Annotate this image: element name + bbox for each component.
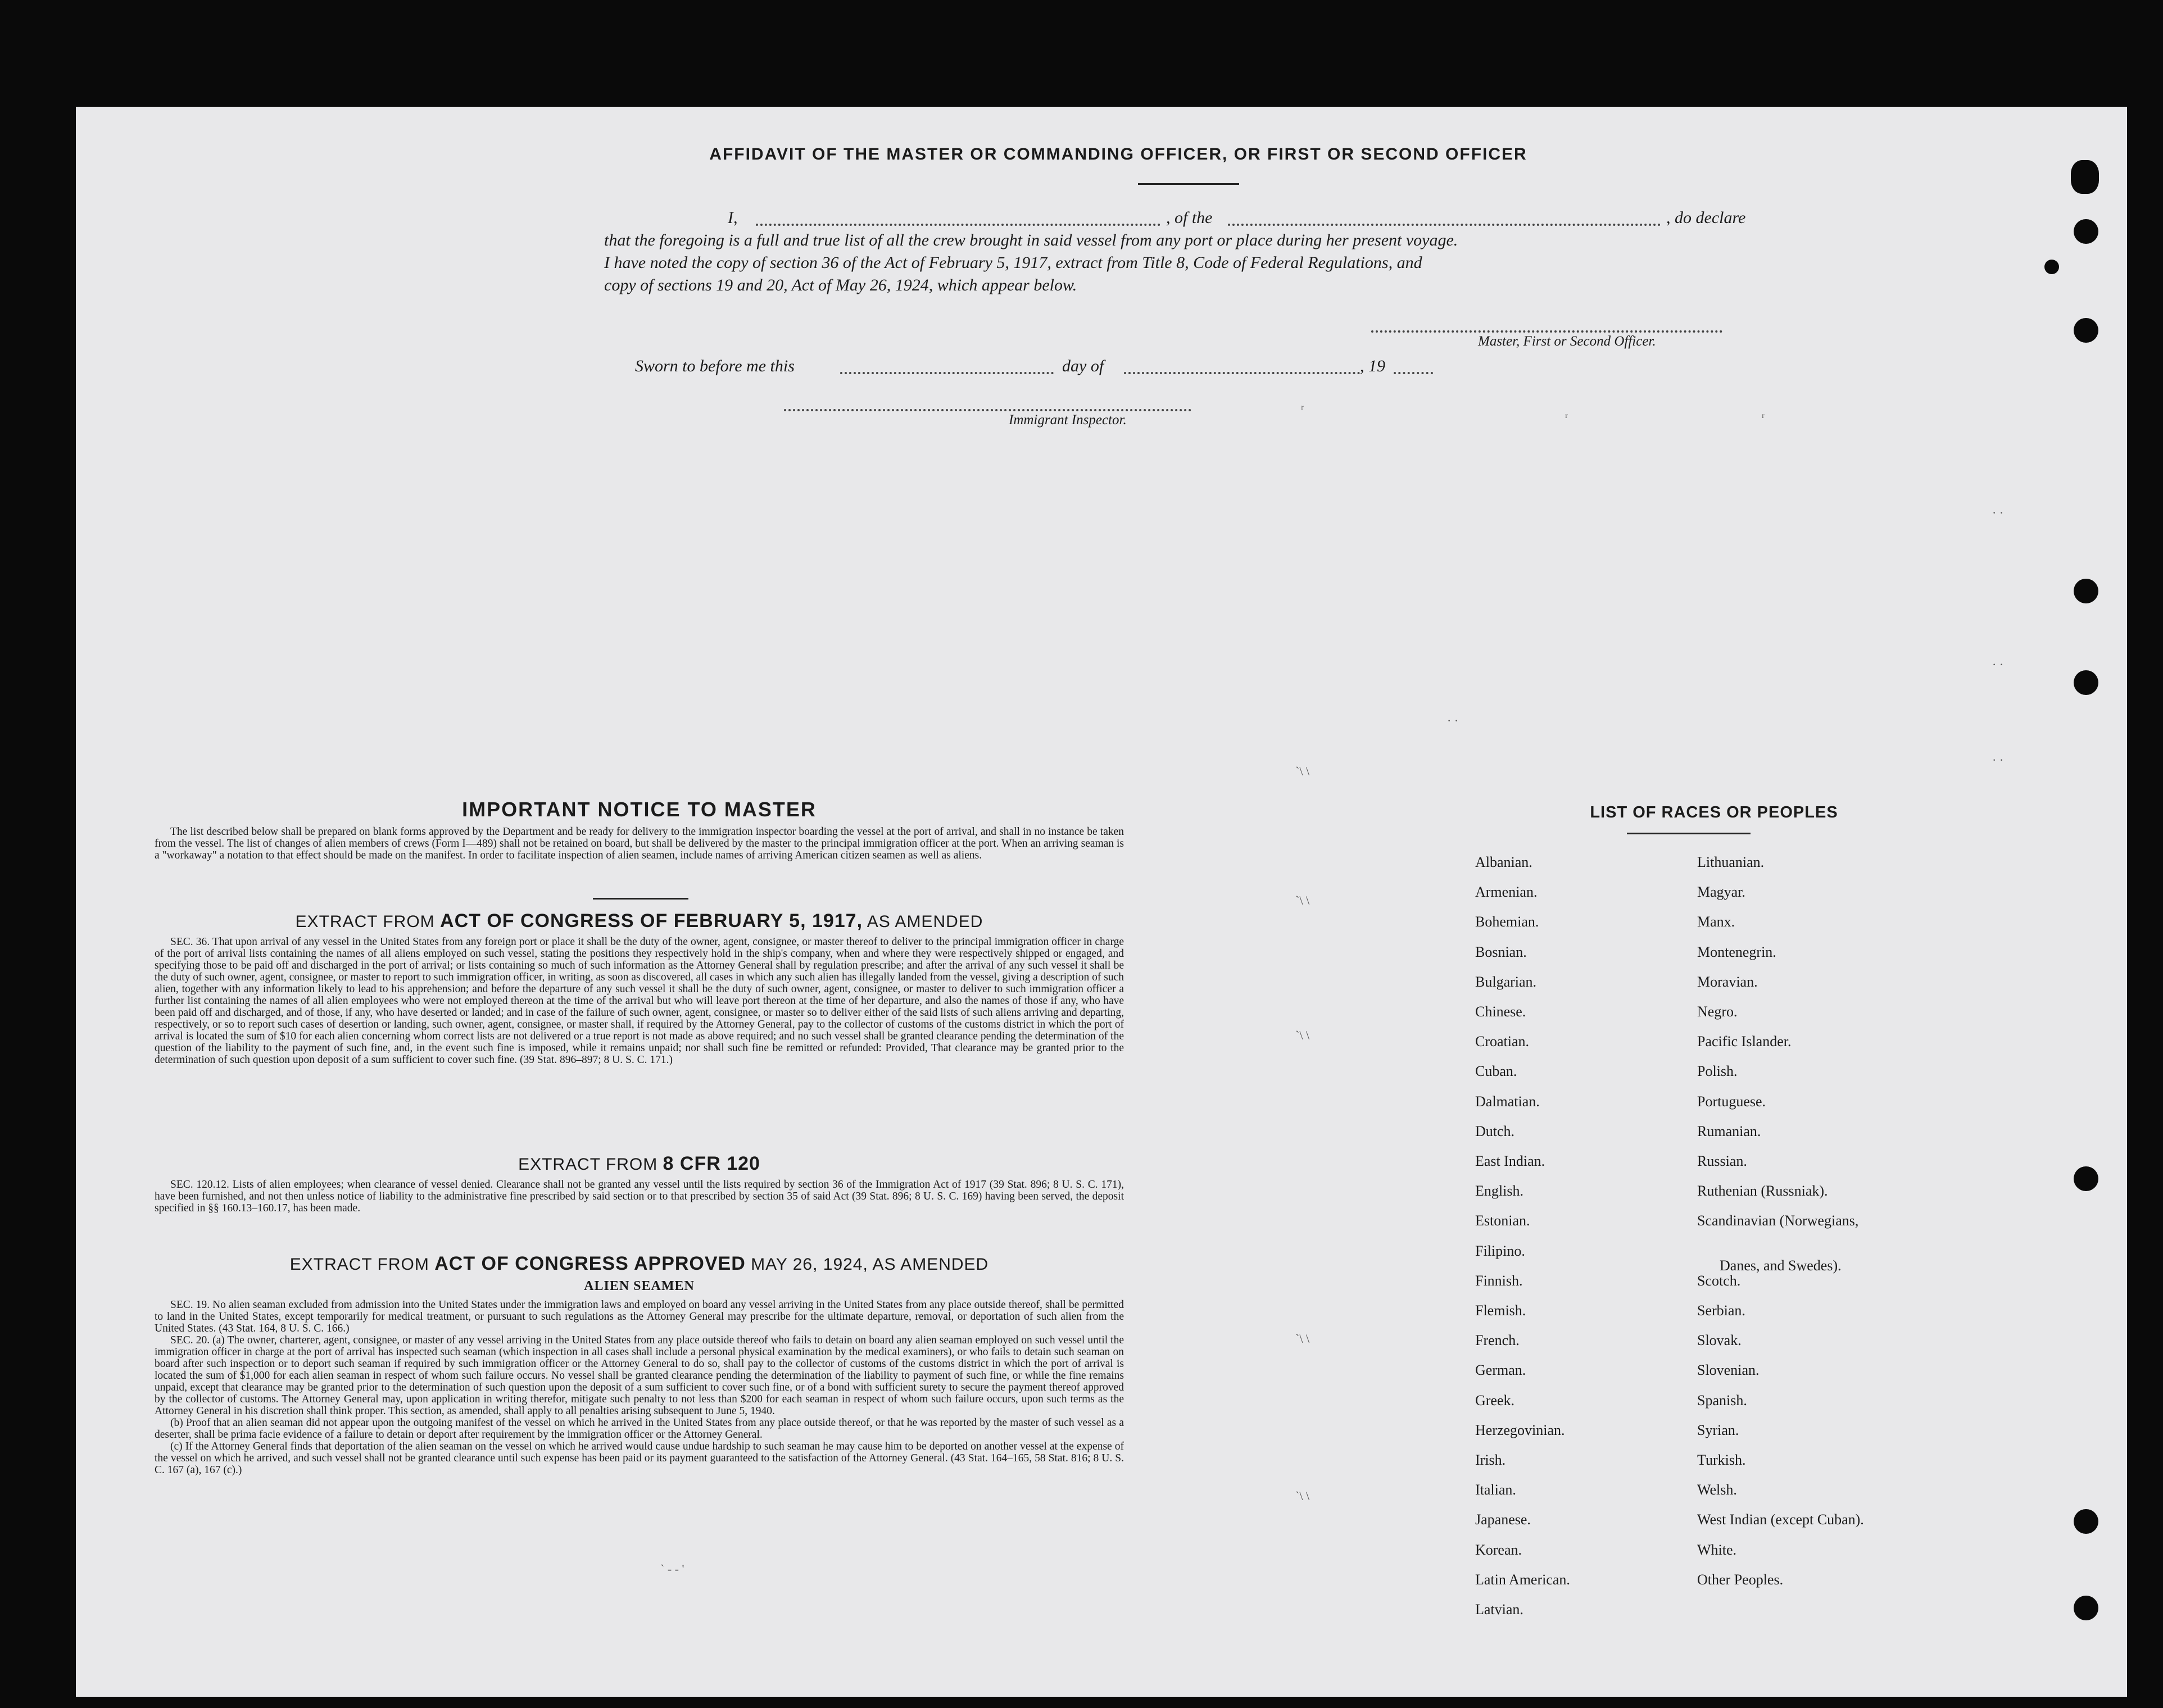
race-item: Japanese. [1475,1511,1531,1528]
race-item: Albanian. [1475,854,1532,870]
affidavit-i: I, [728,208,738,227]
race-item: Slovak. [1697,1332,1742,1348]
scan-mark: ʳ [1301,402,1304,416]
race-item: Russian. [1697,1153,1747,1169]
race-item: Dalmatian. [1475,1093,1540,1110]
race-item: German. [1475,1362,1526,1378]
notice-title: IMPORTANT NOTICE TO MASTER [462,798,817,821]
race-item: Syrian. [1697,1422,1739,1438]
race-item: Ruthenian (Russniak). [1697,1183,1828,1199]
race-item: Latvian. [1475,1601,1523,1618]
vessel-blank[interactable] [1228,224,1661,226]
race-item: Magyar. [1697,884,1745,900]
binder-hole [2074,1166,2098,1191]
affidavit-title: AFFIDAVIT OF THE MASTER OR COMMANDING OFFICER, OR FIRST OR SECOND OFFICER [709,145,1527,163]
binder-hole [2074,219,2098,244]
race-item: Flemish. [1475,1302,1526,1319]
race-item: Serbian. [1697,1302,1745,1319]
binder-hole [2074,579,2098,603]
race-item: French. [1475,1332,1520,1348]
extract2-title: EXTRACT FROM 8 CFR 120 [518,1153,760,1174]
race-item: Lithuanian. [1697,854,1765,870]
notice-body: The list described below shall be prepared on blank forms approved by the Department and be ready for delivery to the immigration inspector boarding the vessel at the port of arrival, and shall in no instance be taken from the vessel. The list of changes of alien members of crews (Form I—489) shall not be retained on board, but shall be delivered by the master to the principal immigration officer at the port. When an arriving seaman is a "workaway" a notation to that effect should be made on the manifest. In order to facilitate inspection of alien seamen, include names of arriving American citizen seamen as well as aliens. [155,826,1124,861]
races-underline [1627,833,1751,834]
scan-mark: ʳ [1762,410,1765,424]
race-item: Welsh. [1697,1482,1737,1498]
scan-mark: `\ \ [1295,1028,1310,1042]
races-title: LIST OF RACES OR PEOPLES [1590,803,1838,821]
scan-mark: `\ \ [1295,1489,1310,1503]
name-blank[interactable] [756,224,1160,226]
race-item: Negro. [1697,1003,1738,1020]
sworn-month-blank[interactable] [1124,372,1360,374]
sworn-year-blank[interactable] [1394,372,1433,374]
race-item: Danes, and Swedes). [1720,1257,1842,1274]
race-item: West Indian (except Cuban). [1697,1511,1864,1528]
sworn-date-blank[interactable] [840,372,1054,374]
race-item: Manx. [1697,914,1735,930]
binder-hole [2074,1509,2098,1534]
binder-hole [2074,318,2098,343]
sworn-year: , 19 [1360,357,1385,375]
scan-mark: `\ \ [1295,1332,1310,1346]
race-item: Scotch. [1697,1273,1741,1289]
master-signature-blank[interactable] [1371,330,1722,333]
form-sheet: AFFIDAVIT OF THE MASTER OR COMMANDING OFFICER, OR FIRST OR SECOND OFFICER I, , of the , do declare that the foregoing is a full and true list of all the crew brought in said vessel from any port or place during her present voyage. I have noted the copy of section 36 of the Act of February 5, 1917, extract from Title 8, Code of Federal Regulations, and copy of sections 19 and 20, Act of May 26, 1924, which appear below. Master, First or Second Officer. Sworn to before me this day of , 19 Immigrant Inspector. IMPORTANT NOTICE TO MASTER The list described below shall be prepared on blank forms approved by the Department and be ready for delivery to the immigration inspector boarding the vessel at the port of arrival, and shall in no instance be taken from the vessel. The list of changes of alien members of crews (Form I—489) shall not be retained on board, but shall be delivered by the master to the principal immigration officer at the port. When an arriving seaman is a "workaway" a notation to that effect should be made on the manifest. In order to facilitate inspection of alien seamen, include names of arriving American citizen seamen as well as aliens. EXTRACT FROM ACT OF CONGRESS OF FEBRUARY 5, 1917, AS AMENDED SEC. 36. That upon arrival of any vessel in the United States from any foreign port or place it shall be the duty of the owner, agent, consignee, or master thereof to deliver to the principal immigration officer in charge of the port of arrival lists containing the names of all aliens employed on such vessel, stating the positions they respectively hold in the ship's company, when and where they were respectively shipped or engaged, and specifying those to be paid off and discharged in the port of arrival; or lists containing so much of such information as the Attorney General shall by regulation prescribe; and after the arrival of any such vessel it shall be the duty of such owner, agent, consignee, or master to report to such immigration officer, in writing, as soon as discovered, all cases in which any such alien has illegally landed from the vessel, giving a description of such alien, together with any information likely to lead to his apprehension; and before the departure of any such vessel it shall be the duty of such owner, agent, consignee, or master to deliver to such immigration officer a further list containing the names of all alien employees who were not employed thereon at the time of the arrival but who will leave port thereon at the time of her departure, and also the names of those if any, who have been paid off and discharged, and of those, if any, who have deserted or landed; and in case of the failure of such owner, agent, consignee, or master so to deliver either of the said lists of such aliens arriving and departing, respectively, or so to report such cases of desertion or landing, such owner, agent, consignee, or master shall, if required by the Attorney General, pay to the collector of customs of the customs district in which the port of arrival is located the sum of $10 for each alien concerning whom correct lists are not delivered or a true report is not made as above required; and no such vessel shall be granted clearance pending the determination of the question of the liability to the payment of such fine, and, in the event such fine is imposed, while it remains unpaid; nor shall such fine be remitted or refunded: Provided, That clearance may be granted prior to the determination of such question upon deposit of a sum sufficient to cover such fine. (39 Stat. 896–897; 8 U. S. C. 171.) EXTRACT FROM 8 CFR 120 SEC. 120.12. Lists of alien employees; when clearance of vessel denied. Clearance shall not be granted any vessel until the lists required by section 36 of the Immigration Act of 1917 (39 Stat. 896; 8 U. S. C. 171), have been furnished, and not then unless notice of liability to the administrative fine prescribed by said section or to that prescribed by section 35 of said Act (39 Stat. 896; 8 U. S. C. 169) having been served, the deposit specified in §§ 160.13–160.17, has been made. EXTRACT FROM ACT OF CONGRESS APPROVED MAY 26, 1924, AS AMENDED ALIEN SEAMEN SEC. 19. No alien seaman excluded from admission into the United States under the immigration laws and employed on board any vessel arriving in the United States from any place outside thereof, shall be permitted to land in the United States, except temporarily for medical treatment, or pursuant to such regulations as the Attorney General may prescribe for the ultimate departure, removal, or deportation of such alien from the United States. (43 Stat. 164, 8 U. S. C. 166.) SEC. 20. (a) The owner, charterer, agent, consignee, or master of any vessel arriving in the United States from any place outside thereof who fails to detain on board any alien seaman employed on such vessel until the immigration officer in charge at the port of arrival has inspected such seaman (which inspection in all cases shall include a personal physical examination by the medical examiners), or who fails to detain such seaman on board after such inspection or to deport such seaman if required by such immigration officer or the Attorney General to do so, shall pay to the collector of customs of the customs district in which the port of arrival is located the sum of $1,000 for each alien seaman in respect of whom such failure occurs. No vessel shall be granted clearance pending the determination of the liability to payment of such fine, or while the fine remains unpaid, except that clearance may be granted prior to the determination of such question upon the deposit of a sum sufficient to cover such fine, or of a bond with sufficient surety to secure the payment thereof approved by the collector of customs. The Attorney General may, upon application in writing therefor, mitigate such penalty to not less than $200 for each seaman in respect of whom such failure occurs, upon such terms as the Attorney General in his discretion shall think proper. This section, as amended, shall apply to all penalties arising subsequent to June 5, 1940. (b) Proof that an alien seaman did not appear upon the outgoing manifest of the vessel on which he arrived in the United States from any place outside thereof, or that he was reported by the master of such vessel as a deserter, shall be prima facie evidence of a failure to detain or deport after requirement by the immigration officer or the Attorney General. (c) If the Attorney General finds that deportation of the alien seaman on the vessel on which he arrived would cause undue hardship to such seaman he may cause him to be deported on another vessel at the expense of the vessel on which he arrived, and such vessel shall not be granted clearance until such expense has been paid or its payment guaranteed to the satisfaction of the Attorney General. (43 Stat. 164–165, 58 Stat. 816; 8 U. S. C. 167 (a), 167 (c).) LIST OF RACES OR PEOPLES Albanian. Armenian. Bohemian. Bosnian. Bulgarian. Chinese. Croatian. Cuban. Dalmatian. Dutch. East Indian. English. Estonian. Filipino. Finnish. Flemish. French. German. Greek. Herzegovinian. Irish. Italian. Japanese. Korean. Latin American. Latvian. Lithuanian. Magyar. Manx. Montenegrin. Moravian. Negro. Pacific Islander. Polish. Portuguese. Rumanian. Russian. Ruthenian (Russniak). Scandinavian (Norwegians, Danes, and Swedes). Scotch. Serbian. Slovak. Slovenian. Spanish. Syrian. Turkish. Welsh. West Indian (except Cuban). White. Other Peoples. ʳ ʳ ʳ · · · · · · · · `\ \ `\ \ `\ \ `\ \ `\ \ ` - - ' [76,107,2127,1697]
scan-mark: · · [1992,657,2004,671]
race-item: Herzegovinian. [1475,1422,1565,1438]
race-item: Other Peoples. [1697,1571,1784,1588]
extract1-body: SEC. 36. That upon arrival of any vessel in the United States from any foreign port or place it shall be the duty of the owner, agent, consignee, or master thereof to deliver to the principal immigration officer in charge of the port of arrival lists containing the names of all aliens employed on such vessel, stating the positions they respectively hold in the ship's company, when and where they were respectively shipped or engaged, and specifying those to be paid off and discharged in the port of arrival; or lists containing so much of such information as the Attorney General shall by regulation prescribe; and after the arrival of any such vessel it shall be the duty of such owner, agent, consignee, or master to report to such immigration officer, in writing, as soon as discovered, all cases in which any such alien has illegally landed from the vessel, giving a description of such alien, together with any information likely to lead to his apprehension; and before the departure of any such vessel it shall be the duty of such owner, agent, consignee, or master to deliver to such immigration officer a further list containing the names of all alien employees who were not employed thereon at the time of the arrival but who will leave port thereon at the time of her departure, and also the names of those if any, who have been paid off and discharged, and of those, if any, who have deserted or landed; and in case of the failure of such owner, agent, consignee, or master so to deliver either of the said lists of such aliens arriving and departing, respectively, or so to report such cases of desertion or landing, such owner, agent, consignee, or master shall, if required by the Attorney General, pay to the collector of customs of the customs district in which the port of arrival is located the sum of $10 for each alien concerning whom correct lists are not delivered or a true report is not made as above required; and no such vessel shall be granted clearance pending the determination of the question of the liability to the payment of such fine, and, in the event such fine is imposed, while it remains unpaid; nor shall such fine be remitted or refunded: Provided, That clearance may be granted prior to the determination of such question upon deposit of a sum sufficient to cover such fine. (39 Stat. 896–897; 8 U. S. C. 171.) [155,936,1124,1066]
race-item: Turkish. [1697,1452,1746,1468]
race-item: Irish. [1475,1452,1506,1468]
scan-mark: `\ \ [1295,893,1310,907]
race-item: Bohemian. [1475,914,1539,930]
notice-divider [593,898,688,900]
race-item: Korean. [1475,1542,1522,1558]
race-item: East Indian. [1475,1153,1545,1169]
extract3-body: SEC. 19. No alien seaman excluded from admission into the United States under the immigration laws and employed on board any vessel arriving in the United States from any place outside thereof, shall be permitted to land in the United States, except temporarily for medical treatment, or pursuant to such regulations as the Attorney General may prescribe for the ultimate departure, removal, or deportation of such alien from the United States. (43 Stat. 164, 8 U. S. C. 166.) SEC. 20. (a) The owner, charterer, agent, consignee, or master of any vessel arriving in the United States from any place outside thereof who fails to detain on board any alien seaman employed on such vessel until the immigration officer in charge at the port of arrival has inspected such seaman (which inspection in all cases shall include a personal physical examination by the medical examiners), or who fails to detain such seaman on board after such inspection or to deport such seaman if required by such immigration officer or the Attorney General to do so, shall pay to the collector of customs of the customs district in which the port of arrival is located the sum of $1,000 for each alien seaman in respect of whom such failure occurs. No vessel shall be granted clearance pending the determination of the liability to payment of such fine, or while the fine remains unpaid, except that clearance may be granted prior to the determination of such question upon the deposit of a sum sufficient to cover such fine, or of a bond with sufficient surety to secure the payment thereof approved by the collector of customs. The Attorney General may, upon application in writing therefor, mitigate such penalty to not less than $200 for each seaman in respect of whom such failure occurs, upon such terms as the Attorney General in his discretion shall think proper. This section, as amended, shall apply to all penalties arising subsequent to June 5, 1940. (b) Proof that an alien seaman did not appear upon the outgoing manifest of the vessel on which he arrived in the United States from any place outside thereof, or that he was reported by the master of such vessel as a deserter, shall be prima facie evidence of a failure to detain or deport after requirement by the immigration officer or the Attorney General. (c) If the Attorney General finds that deportation of the alien seaman on the vessel on which he arrived would cause undue hardship to such seaman he may cause him to be deported on another vessel at the expense of the vessel on which he arrived, and such vessel shall not be granted clearance until such expense has been paid or its payment guaranteed to the satisfaction of the Attorney General. (43 Stat. 164–165, 58 Stat. 816; 8 U. S. C. 167 (a), 167 (c).) [155,1299,1124,1476]
sworn-prefix: Sworn to before me this [635,357,795,375]
race-item: Chinese. [1475,1003,1526,1020]
race-item: Portuguese. [1697,1093,1766,1110]
race-item: Dutch. [1475,1123,1515,1139]
race-item: Cuban. [1475,1063,1517,1079]
extract2-body: SEC. 120.12. Lists of alien employees; when clearance of vessel denied. Clearance shall not be granted any vessel until the lists required by section 36 of the Immigration Act of 1917 (39 Stat. 896; 8 U. S. C. 171), have been furnished, and not then unless notice of liability to the administrative fine prescribed by said section or to that prescribed by section 35 of said Act (39 Stat. 896; 8 U. S. C. 169) having been served, the deposit specified in §§ 160.13–160.17, has been made. [155,1179,1124,1214]
race-item: Italian. [1475,1482,1516,1498]
master-signature-label: Master, First or Second Officer. [1478,334,1656,349]
binder-hole [2044,260,2059,274]
binder-hole [2074,670,2098,695]
inspector-label: Immigrant Inspector. [1009,412,1127,428]
race-item: Spanish. [1697,1392,1747,1409]
race-item: Bulgarian. [1475,974,1537,990]
race-item: White. [1697,1542,1737,1558]
inspector-signature-blank[interactable] [784,409,1191,411]
affidavit-of-the: , of the [1166,208,1213,227]
race-item: Croatian. [1475,1033,1530,1050]
binder-hole [2071,160,2099,194]
binder-hole [2074,1596,2098,1620]
sworn-day-of: day of [1062,357,1104,375]
race-item: Montenegrin. [1697,944,1776,960]
race-item: Scandinavian (Norwegians, [1697,1212,1859,1229]
races-right-column [1697,854,2034,1708]
race-item: Polish. [1697,1063,1738,1079]
race-item: Latin American. [1475,1571,1570,1588]
title-underline [1138,183,1239,185]
race-item: Finnish. [1475,1273,1523,1289]
scan-mark: · · [1992,753,2004,767]
affidavit-do-declare: , do declare [1666,208,1746,227]
scan-mark: ʳ [1565,410,1568,424]
race-item: Slovenian. [1697,1362,1760,1378]
race-item: English. [1475,1183,1523,1199]
race-item: Armenian. [1475,884,1538,900]
race-item: Pacific Islander. [1697,1033,1792,1050]
race-item: Moravian. [1697,974,1758,990]
scan-mark: ` - - ' [660,1562,684,1576]
race-item: Bosnian. [1475,944,1527,960]
race-item: Filipino. [1475,1243,1525,1259]
scan-mark: · · [1992,506,2004,520]
extract1-title: EXTRACT FROM ACT OF CONGRESS OF FEBRUARY 5, 1917, AS AMENDED [295,910,983,932]
race-item: Greek. [1475,1392,1515,1409]
race-item: Rumanian. [1697,1123,1761,1139]
extract3-title: EXTRACT FROM ACT OF CONGRESS APPROVED MAY 26, 1924, AS AMENDED [289,1253,989,1274]
scan-mark: · · [1447,714,1459,728]
race-item: Estonian. [1475,1212,1530,1229]
extract3-subtitle: ALIEN SEAMEN [584,1279,695,1293]
scan-mark: `\ \ [1295,764,1310,778]
